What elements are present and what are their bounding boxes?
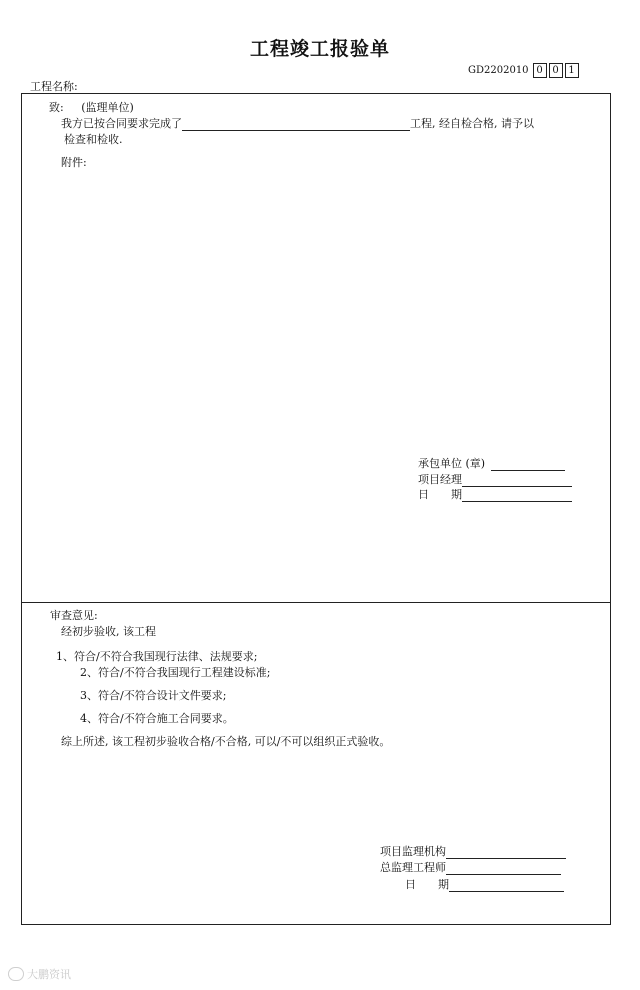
- supervisor-date-blank[interactable]: [449, 880, 564, 892]
- supervisor-org-label: 项目监理机构: [380, 845, 446, 858]
- project-manager-row: [418, 471, 572, 487]
- form-code-box: 0: [533, 63, 547, 78]
- body-prefix: 我方已按合同要求完成了: [61, 117, 182, 130]
- supervisor-date-row: [405, 876, 564, 892]
- form-code-prefix: GD2202010: [468, 65, 529, 76]
- review-item: 1、符合/不符合我国现行法律、法规要求;: [56, 650, 258, 663]
- watermark-logo-icon: [8, 967, 24, 981]
- form-code: [468, 63, 579, 78]
- addressee-row: [49, 99, 134, 115]
- supervisor-org-blank[interactable]: [446, 847, 566, 859]
- chief-engineer-row: [380, 859, 561, 875]
- form-code-box: 0: [549, 63, 563, 78]
- to-label: 致:: [49, 101, 64, 114]
- contractor-date-label: 日 期: [418, 488, 462, 501]
- contractor-date-blank[interactable]: [462, 490, 572, 502]
- attachment-label: 附件:: [61, 156, 87, 169]
- supervisor-org-row: [380, 843, 566, 859]
- form-title: 工程竣工报验单: [249, 38, 390, 60]
- project-name-label: 工程名称:: [30, 80, 78, 93]
- form-frame: [21, 93, 611, 925]
- application-body-line1: [61, 115, 534, 131]
- contractor-unit-row: [418, 455, 565, 471]
- chief-engineer-label: 总监理工程师: [380, 861, 446, 874]
- application-body-line2: 检查和检收.: [64, 133, 123, 146]
- body-suffix: 工程, 经自检合格, 请予以: [410, 117, 534, 130]
- section-divider: [22, 602, 610, 603]
- chief-engineer-blank[interactable]: [446, 863, 561, 875]
- contractor-unit-blank[interactable]: [491, 459, 565, 471]
- watermark-text: 大鹏资讯: [27, 968, 71, 981]
- project-name-blank[interactable]: [182, 119, 410, 131]
- review-item: 2、符合/不符合我国现行工程建设标准;: [80, 666, 271, 679]
- form-code-box: 1: [565, 63, 579, 78]
- supervisor-date-label: 日 期: [405, 878, 449, 891]
- project-manager-label: 项目经理: [418, 473, 462, 486]
- watermark: [8, 966, 71, 982]
- review-item: 4、符合/不符合施工合同要求。: [80, 712, 234, 725]
- contractor-date-row: [418, 486, 572, 502]
- supervisor-unit-label: (监理单位): [81, 101, 134, 114]
- contractor-unit-label: 承包单位 (章): [418, 457, 486, 470]
- review-heading: 审查意见:: [50, 609, 98, 622]
- review-intro: 经初步验收, 该工程: [61, 625, 156, 638]
- review-item: 3、符合/不符合设计文件要求;: [80, 689, 227, 702]
- review-conclusion: 综上所述, 该工程初步验收合格/不合格, 可以/不可以组织正式验收。: [61, 735, 391, 748]
